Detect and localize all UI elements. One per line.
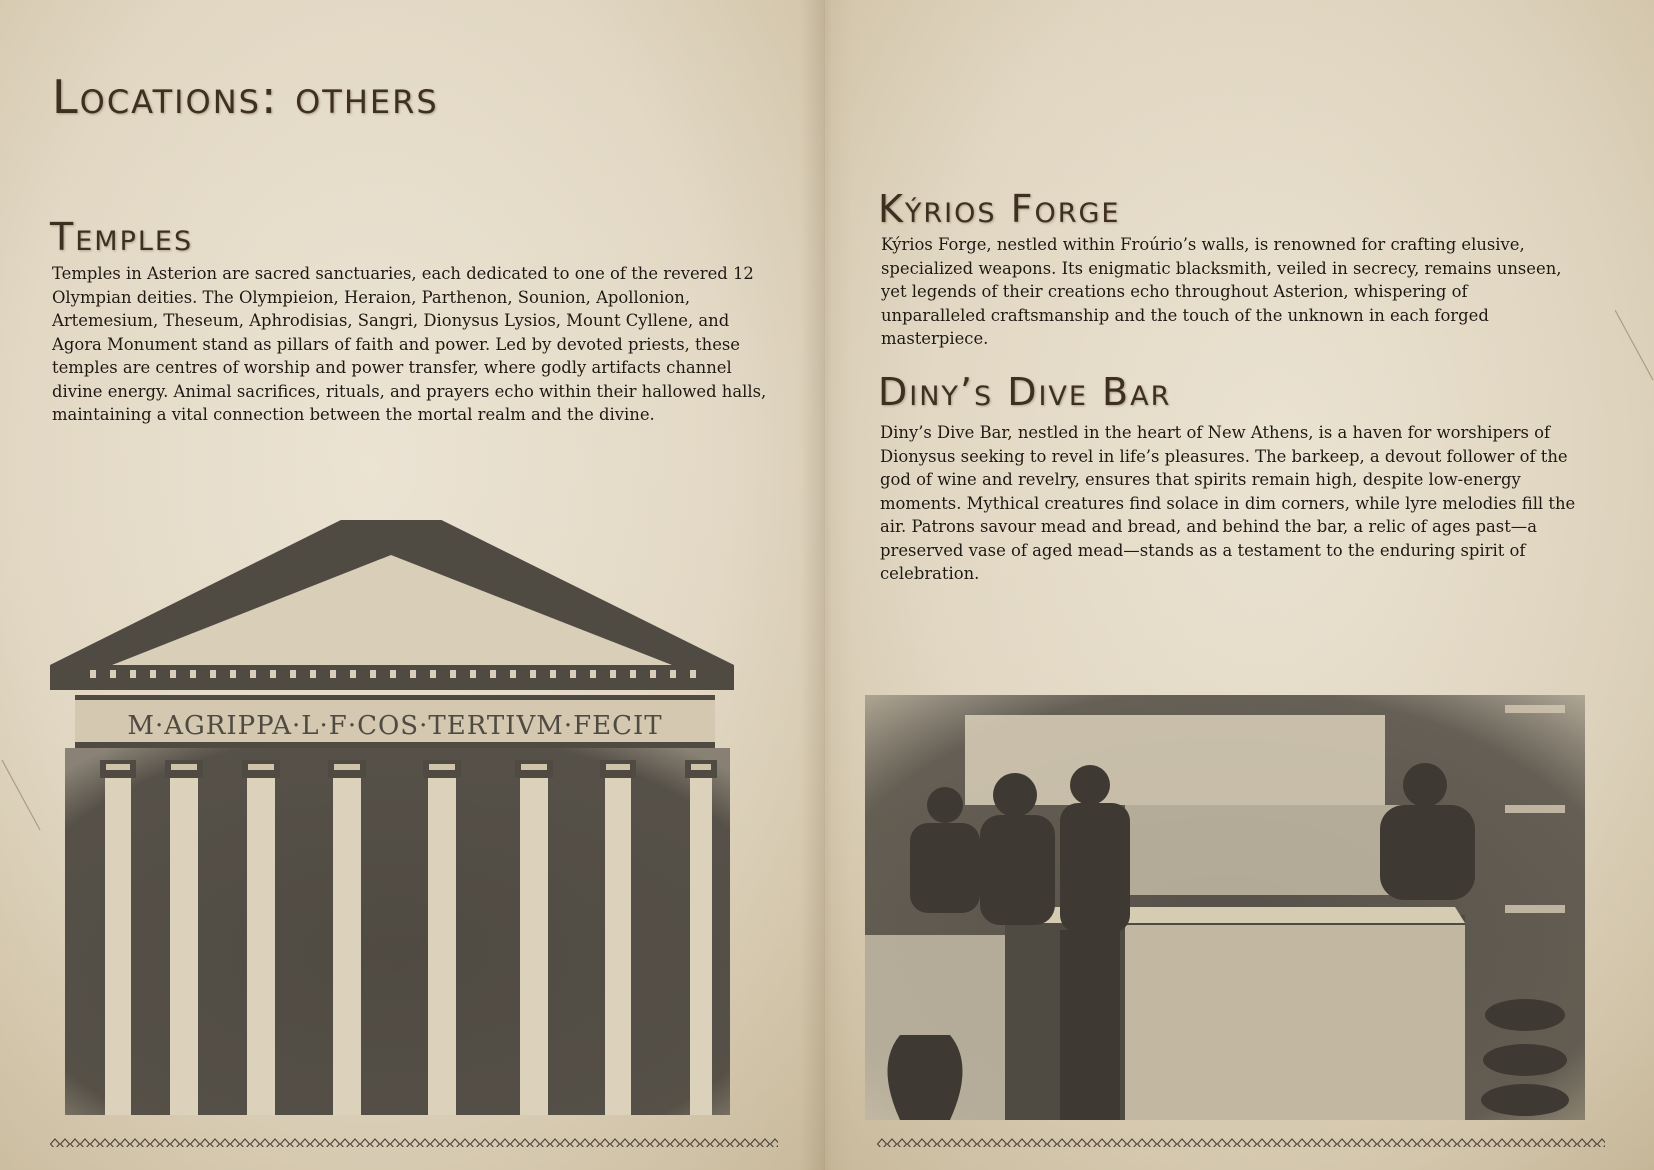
diamond-chain-border — [50, 1135, 778, 1147]
bar-scene-illustration — [865, 675, 1585, 1120]
right-page — [825, 0, 1654, 1170]
temples-paragraph: Temples in Asterion are sacred sanctuaries, each dedicated to one of the revered 12 Olympian deities. The Olympieion, Heraion, Parthenon, Sounion, Apollonion, Artemesium, Theseum, Aphrodisias, Sangri, Dionysus Lysios, Mount Cyllene, and Agora Monument stand as pillars of faith and power. Led by devoted priests, these temples are centres of worship and power transfer, where godly artifacts channel divine energy. Animal sacrifices, rituals, and prayers echo within their hallowed halls, maintaining a vital connection between the mortal realm and the divine. — [52, 264, 767, 424]
left-page — [0, 0, 825, 1170]
dinys-dive-bar-paragraph: Diny’s Dive Bar, nestled in the heart of New Athens, is a haven for worshipers of Dionysus seeking to revel in life’s pleasures. The barkeep, a devout follower of the god of wine and revelry, ensures that spirits remain high, despite low-energy moments. Mythical creatures find solace in dim corners, while lyre melodies fill the air. Patrons savour mead and bread, and behind the bar, a relic of ages past—a preserved vase of aged mead—stands as a testament to the enduring spirit of celebration. — [880, 423, 1576, 583]
paper-crease-decoration — [1615, 300, 1654, 420]
kyrios-forge-paragraph: Kýrios Forge, nestled within Froúrio’s walls, is renowned for crafting elusive, specialized weapons. Its enigmatic blacksmith, veiled in secrecy, remains unseen, yet legends of their creations echo throughout Asterion, whispering of unparalleled craftsmanship and the touch of the unknown in each forged masterpiece. — [881, 235, 1562, 348]
section-heading-kyrios-forge: Kýrios Forge — [878, 187, 1121, 231]
section-heading-dinys-dive-bar: Diny’s Dive Bar — [878, 370, 1172, 414]
temple-inscription: M·AGRIPPA·L·F·COS·TERTIVM·FECIT — [127, 711, 663, 741]
diamond-chain-border — [877, 1135, 1605, 1147]
temple-illustration — [50, 520, 775, 1115]
section-heading-temples: Temples — [50, 215, 194, 259]
page-title: Locations: others — [52, 70, 439, 124]
